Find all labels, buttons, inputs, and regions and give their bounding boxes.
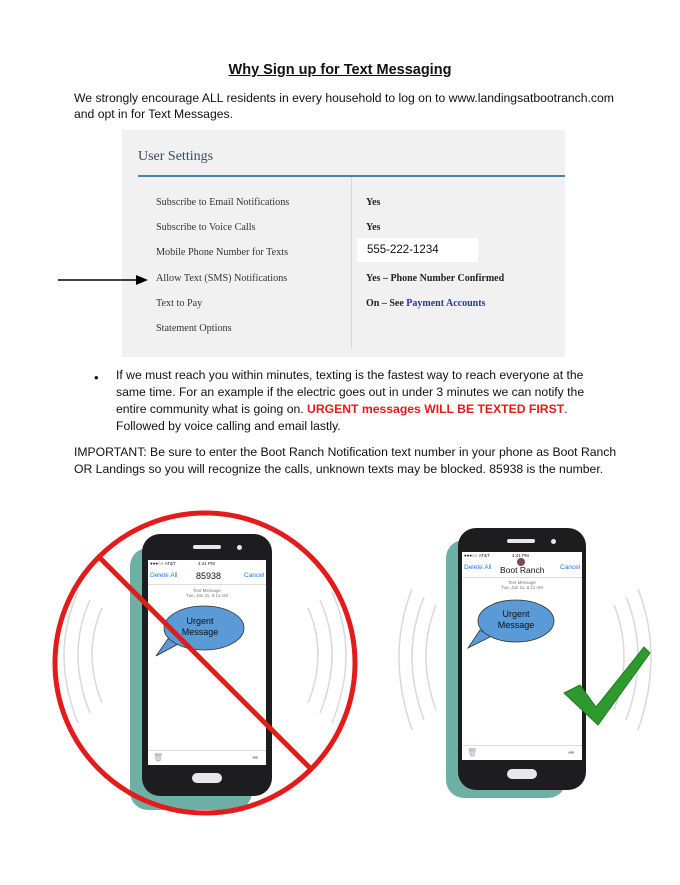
message-header: Text Message: [193, 588, 221, 593]
status-carrier: ●●●○○ AT&T: [150, 561, 176, 566]
trash-icon[interactable]: 🗑: [153, 753, 164, 762]
setting-label-email: Subscribe to Email Notifications: [156, 197, 290, 208]
status-time: 4:41 PM: [198, 561, 215, 566]
contact-name: Boot Ranch: [500, 565, 545, 575]
message-date: Tue, Jan 11, 6:11 AM: [501, 585, 543, 590]
contact-name: 85938: [196, 571, 222, 581]
setting-label-text-to-pay: Text to Pay: [156, 298, 203, 309]
home-button[interactable]: [507, 769, 537, 779]
left-phone-illustration: [50, 508, 360, 818]
header-divider: [462, 577, 582, 578]
urgent-notice: URGENT messages WILL BE TEXTED FIRST: [307, 402, 565, 416]
bubble-text-line2: Message: [181, 627, 219, 637]
right-phone-illustration: [390, 520, 660, 810]
setting-value-text-to-pay: [366, 298, 485, 309]
setting-value-voice: Yes: [366, 222, 381, 233]
share-icon[interactable]: ➦: [252, 753, 259, 762]
bullet-text-part1: If we must reach you within minutes, texting is the fastest way to reach everyone at the same time. For an example if the electric goes out in under 3 minutes we can notify the entire community what is going on.: [116, 368, 585, 416]
setting-label-mobile: Mobile Phone Number for Texts: [156, 247, 289, 258]
bullet-icon: •: [94, 370, 99, 385]
important-paragraph: IMPORTANT: Be sure to enter the Boot Ranch Notification text number in your phone as Boot Ranch OR Landings so you will recognize the calls, unknown texts may be blocked. 85938 is the number.: [74, 445, 617, 476]
setting-label-sms: Allow Text (SMS) Notifications: [156, 273, 288, 284]
cancel-button[interactable]: Cancel: [560, 564, 581, 571]
phone-camera: [551, 539, 556, 544]
bullet-text-part2: . Followed by voice calling and email lastly.: [116, 402, 568, 433]
delete-all-button[interactable]: Delete All: [464, 564, 492, 571]
bubble-text-line1: Urgent: [186, 616, 214, 626]
setting-value-sms: Yes – Phone Number Confirmed: [366, 273, 505, 284]
pointer-arrow-icon: [58, 272, 150, 288]
checkmark-icon: [562, 645, 652, 727]
mobile-number-field[interactable]: 555-222-1234: [357, 238, 478, 262]
cancel-button[interactable]: Cancel: [244, 572, 265, 579]
setting-label-statement: Statement Options: [156, 323, 232, 334]
bubble-text-line1: Urgent: [502, 609, 530, 619]
message-header: Text Message: [508, 580, 536, 585]
bubble-text-line2: Message: [497, 620, 535, 630]
setting-label-voice: Subscribe to Voice Calls: [156, 222, 256, 233]
prohibited-sign-icon: [50, 508, 360, 818]
status-time: 4:41 PM: [512, 553, 529, 558]
settings-heading: User Settings: [138, 149, 214, 164]
settings-column-divider: [351, 177, 352, 349]
bullet-paragraph: [116, 367, 611, 435]
page-title: Why Sign up for Text Messaging: [228, 62, 452, 78]
status-carrier: ●●●○○ AT&T: [464, 553, 490, 558]
intro-paragraph: We strongly encourage ALL residents in every household to log on to www.landingsatbootranch.com and opt in for Text Messages.: [74, 91, 614, 121]
phone-speaker: [507, 539, 535, 543]
message-date: Tue, Jan 11, 6:11 AM: [186, 593, 228, 598]
payment-accounts-link[interactable]: Payment Accounts: [406, 298, 486, 309]
trash-icon[interactable]: 🗑: [467, 748, 478, 757]
footer-divider: [462, 745, 582, 746]
setting-value-email: Yes: [366, 197, 381, 208]
delete-all-button[interactable]: Delete All: [150, 572, 178, 579]
share-icon[interactable]: ➦: [568, 748, 575, 757]
user-settings-screenshot: [122, 130, 565, 357]
text-to-pay-prefix: On – See: [366, 298, 407, 309]
